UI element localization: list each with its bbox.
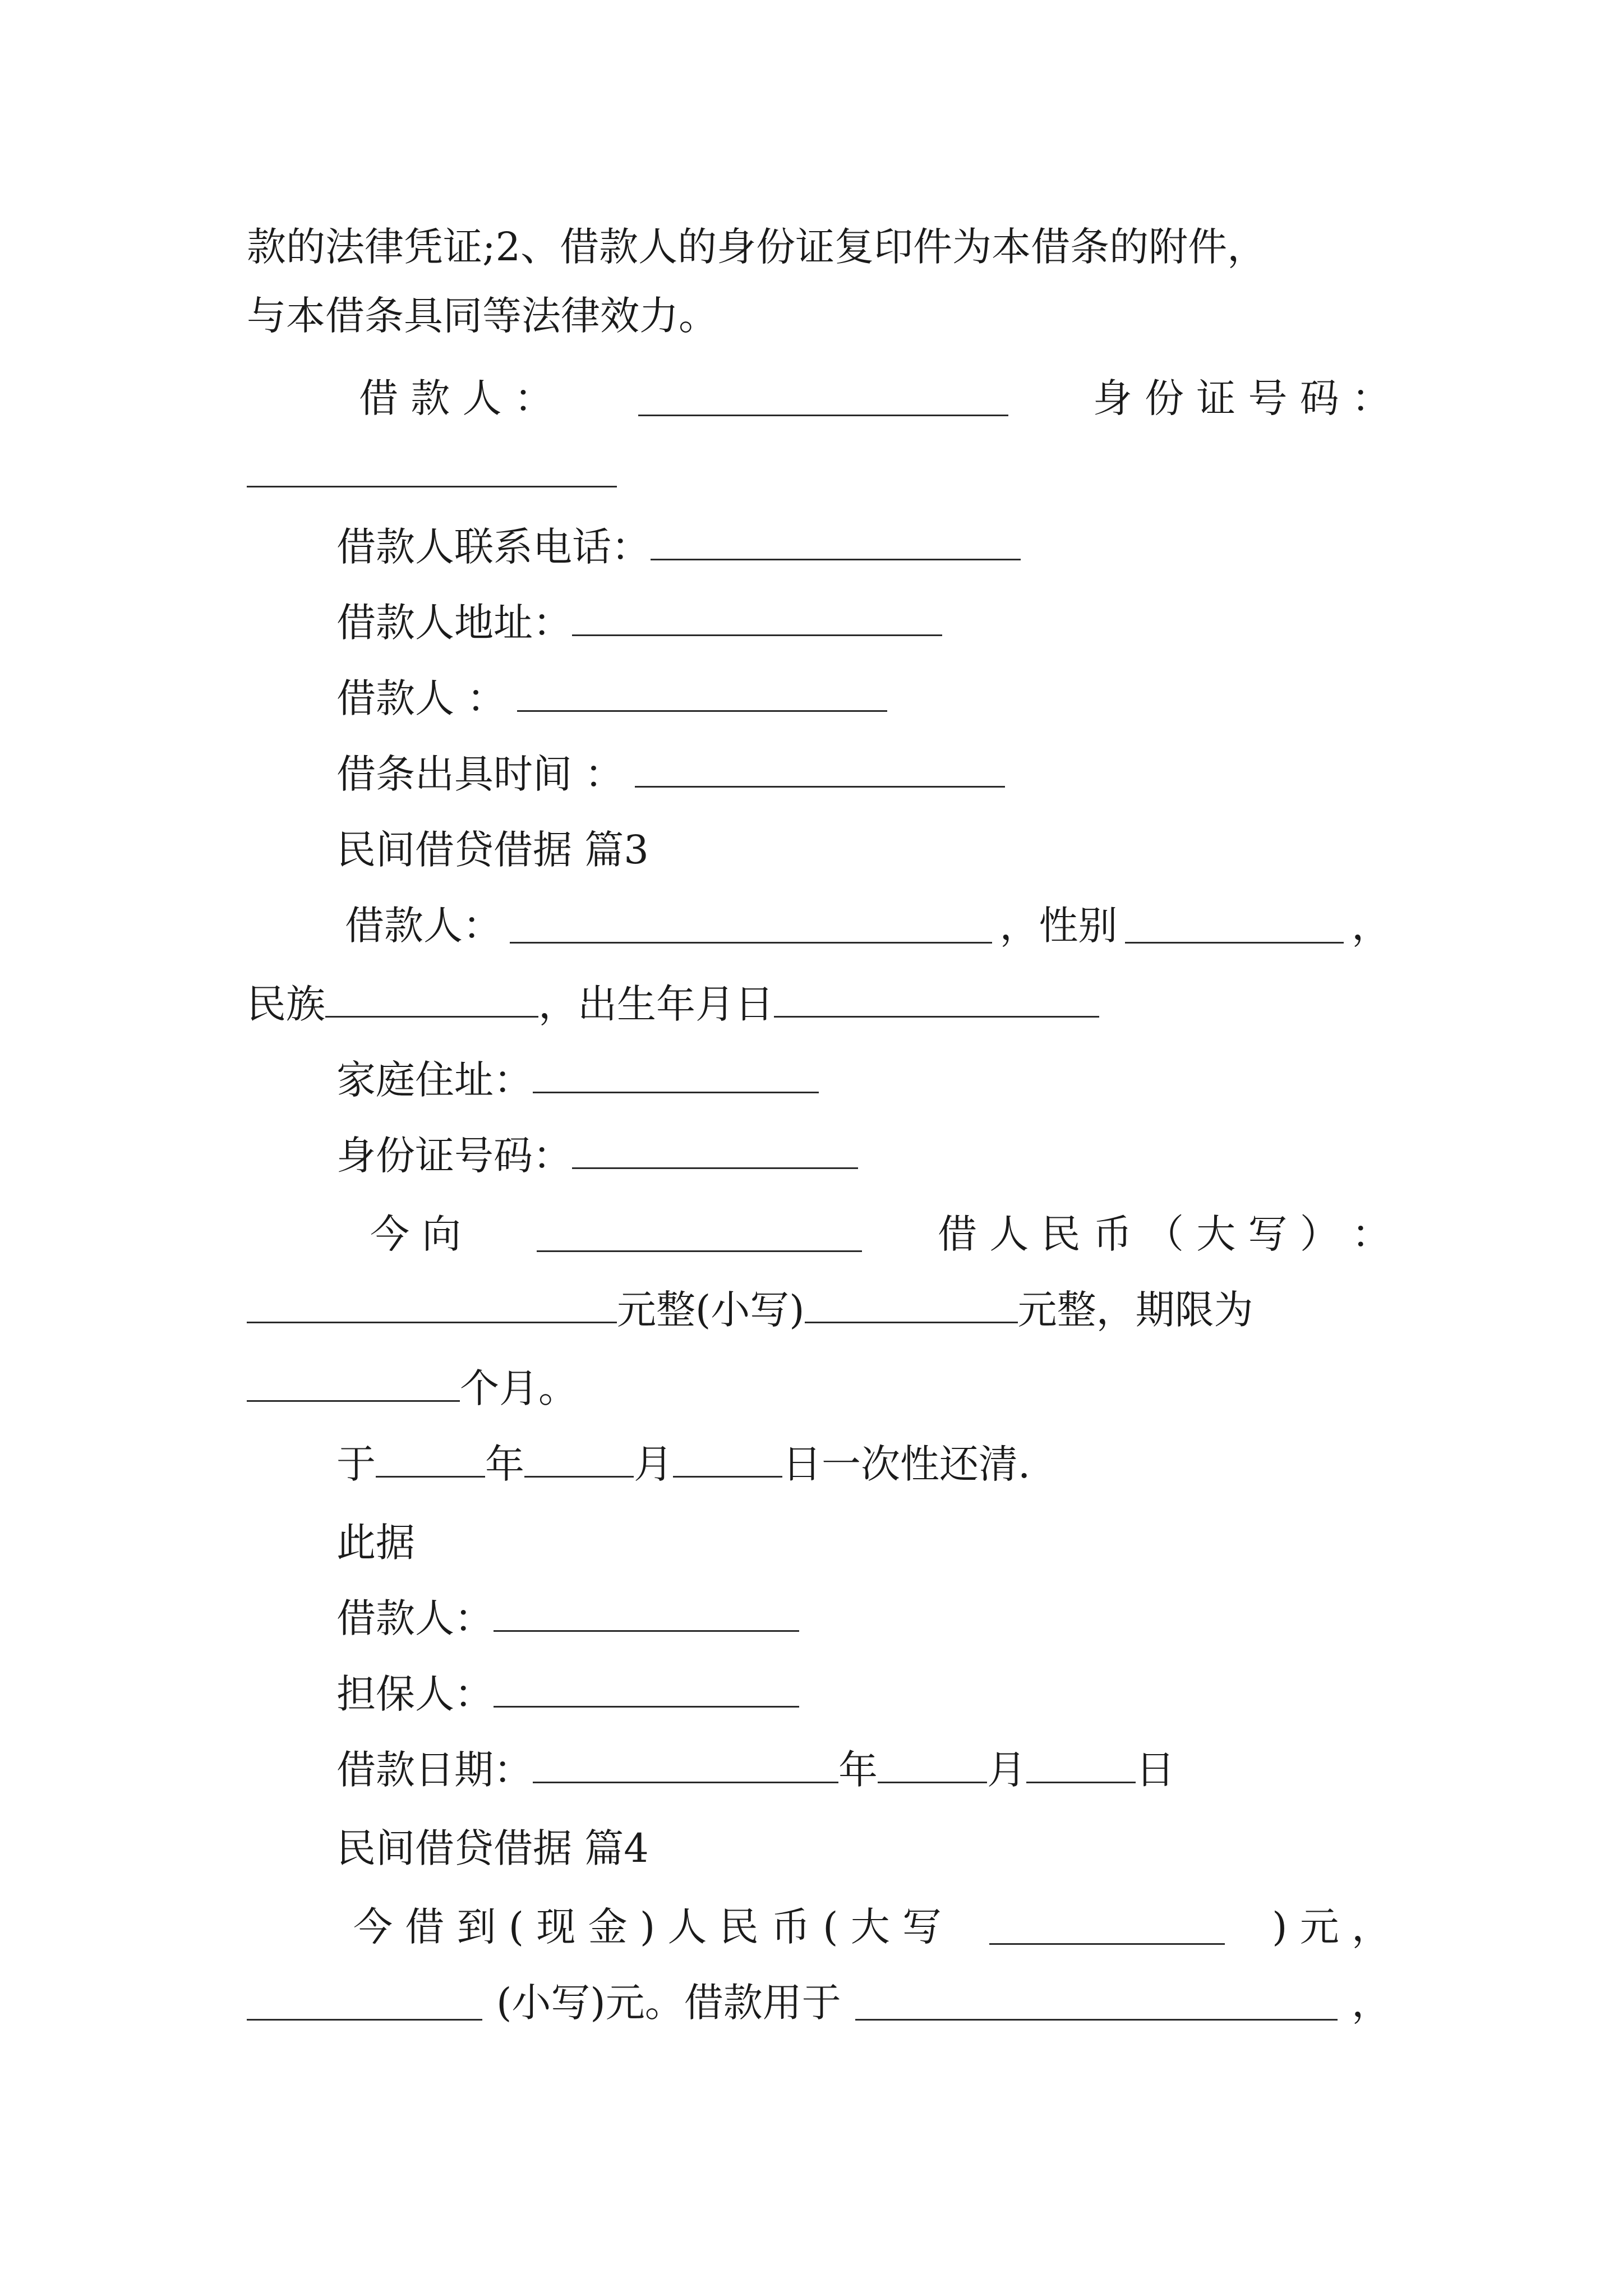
guarantor-sign-line: [336, 1663, 1391, 1725]
months-label: 个月。: [460, 1365, 578, 1411]
issue-time-blank[interactable]: [635, 752, 1005, 788]
s3-gender-label: ，性别: [999, 903, 1118, 949]
yuan-small-label: 元整(小写): [617, 1287, 805, 1333]
repay-month-blank[interactable]: [524, 1442, 634, 1478]
address-line: [336, 592, 1391, 654]
borrower-sign-label: 借款人：: [336, 1595, 494, 1641]
s4-purpose-line: [247, 1972, 1391, 2033]
borrower-sign-blank[interactable]: [494, 1596, 799, 1632]
s4-borrow-line: [353, 1896, 1391, 1958]
borrow-cash-label: 今 借 到 ( 现 金 ) 人 民 币 ( 大 写: [353, 1904, 942, 1950]
repay-line: [336, 1433, 1391, 1495]
phone-blank[interactable]: [651, 525, 1021, 560]
issue-time-label: 借条出具时间 ：: [336, 751, 624, 797]
borrower-label: 借 款 人 ：: [359, 375, 554, 421]
yuan-comma-label: ) 元 ，: [1272, 1904, 1391, 1950]
loan-date-year-blank[interactable]: [533, 1748, 838, 1783]
s3-amount-line: [247, 1279, 1391, 1341]
s4-small-blank[interactable]: [247, 1985, 482, 2021]
s3-borrower-blank[interactable]: [510, 908, 992, 944]
borrower2-line: [336, 668, 1391, 729]
borrower-blank[interactable]: [638, 381, 1008, 416]
repay-month-label: 月: [634, 1441, 673, 1487]
address-blank[interactable]: [572, 601, 942, 636]
loan-date-label: 借款日期：: [336, 1747, 533, 1793]
home-address-line: [336, 1049, 1391, 1111]
repay-suffix: 日一次性还清.: [782, 1441, 1031, 1487]
paragraph-line-2: 与本借条具同等法律效力。: [247, 293, 718, 339]
guarantor-sign-label: 担保人：: [336, 1671, 494, 1717]
phone-label: 借款人联系电话：: [336, 524, 651, 570]
s4-comma: ，: [1352, 1980, 1391, 2026]
issue-time-line: [336, 743, 1391, 805]
section4-heading: 民间借贷借据 篇4: [336, 1825, 649, 1871]
s3-borrower-line: [345, 895, 1391, 956]
paragraph-line-1: 款的法律凭证;2、借款人的身份证复印件为本借条的附件，: [247, 224, 1267, 270]
s3-id-line: [336, 1125, 1391, 1186]
id-number-line: [247, 443, 1391, 505]
s3-borrow-line: [370, 1203, 1391, 1265]
phone-line: [336, 516, 1391, 578]
repay-prefix: 于: [336, 1441, 376, 1487]
home-address-blank[interactable]: [533, 1058, 819, 1093]
amount-capital-blank[interactable]: [247, 1288, 617, 1323]
repay-day-blank[interactable]: [673, 1442, 782, 1478]
borrow-rmb-label: 借 人 民 币 （ 大 写 ） ：: [937, 1211, 1391, 1257]
purpose-blank[interactable]: [855, 1985, 1338, 2021]
repay-year-label: 年: [485, 1441, 524, 1487]
section3-heading: 民间借贷借据 篇3: [336, 827, 649, 873]
loan-date-line: [336, 1739, 1391, 1801]
borrower2-blank[interactable]: [517, 677, 887, 712]
yuan-term-label: 元整，期限为: [1017, 1287, 1253, 1333]
lender-blank[interactable]: [537, 1217, 862, 1252]
s3-comma: ，: [1352, 903, 1391, 949]
birth-label: ，出生年月日: [538, 981, 774, 1027]
s3-borrower-label: 借款人：: [345, 903, 502, 949]
months-blank[interactable]: [247, 1366, 460, 1402]
id-number-blank[interactable]: [247, 452, 617, 487]
s3-months-line: [247, 1358, 1391, 1419]
loan-date-year-label: 年: [838, 1747, 878, 1793]
amount-small-blank[interactable]: [805, 1288, 1018, 1323]
s3-id-label: 身份证号码：: [336, 1133, 572, 1179]
loan-date-month-blank[interactable]: [878, 1748, 987, 1783]
birth-blank[interactable]: [774, 982, 1099, 1018]
hereby-line: 此据: [336, 1520, 415, 1566]
borrower-id-line: [359, 367, 1391, 429]
ethnicity-blank[interactable]: [325, 982, 538, 1018]
to-label: 今 向: [370, 1211, 462, 1257]
s4-capital-blank[interactable]: [989, 1910, 1225, 1945]
s3-gender-blank[interactable]: [1125, 908, 1344, 944]
repay-year-blank[interactable]: [376, 1442, 485, 1478]
s3-ethnicity-line: [247, 973, 1391, 1035]
s3-id-blank[interactable]: [572, 1134, 858, 1169]
borrower2-label: 借款人 ：: [336, 675, 506, 721]
home-address-label: 家庭住址：: [336, 1057, 533, 1103]
guarantor-sign-blank[interactable]: [494, 1672, 799, 1708]
loan-date-day-blank[interactable]: [1026, 1748, 1136, 1783]
borrower-sign-line: [336, 1588, 1391, 1649]
loan-date-month-label: 月: [987, 1747, 1026, 1793]
small-yuan-label: (小写)元。借款用于: [496, 1980, 841, 2026]
address-label: 借款人地址：: [336, 600, 572, 646]
id-number-label: 身 份 证 号 码 ：: [1092, 375, 1391, 421]
loan-date-day-label: 日: [1136, 1747, 1175, 1793]
ethnicity-label: 民族: [247, 981, 325, 1027]
